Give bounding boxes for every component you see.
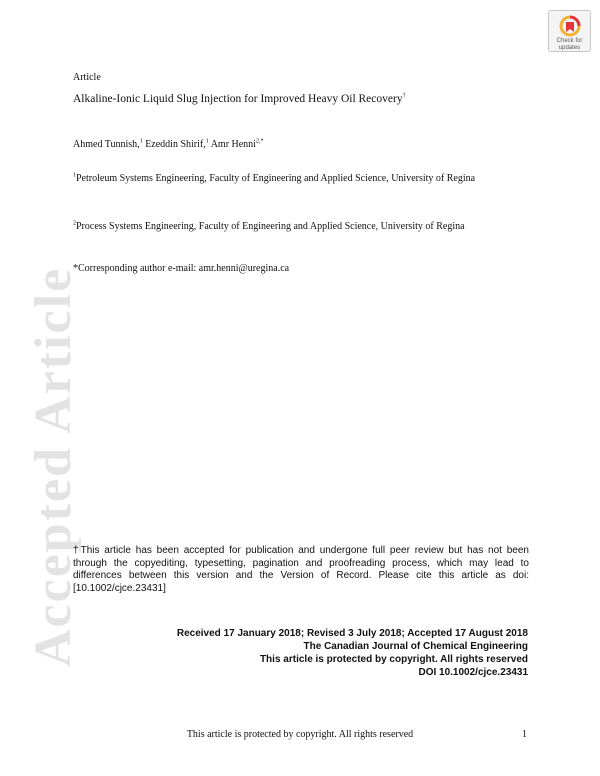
- check-for-updates-icon: [559, 15, 581, 37]
- badge-label-line2: updates: [558, 45, 581, 51]
- affiliation-2: [73, 220, 523, 233]
- accepted-article-watermark: Accepted Article: [25, 266, 82, 667]
- article-type-label: Article: [73, 72, 101, 83]
- received-dates: Received 17 January 2018; Revised 3 July 2018; Accepted 17 August 2018: [176, 628, 528, 639]
- affiliation-1: [73, 168, 523, 190]
- affiliation-text: Petroleum Systems Engineering, Faculty of Engineering and Applied Science, University of Regina: [76, 173, 476, 184]
- author-affiliation-mark: 2,*: [255, 138, 264, 145]
- author-affiliation-mark: 1: [205, 138, 209, 145]
- affiliation-text: Process Systems Engineering, Faculty of Engineering and Applied Science, University of Regina: [76, 221, 465, 232]
- page-footer: This article is protected by copyright. All rights reserved: [186, 729, 414, 740]
- affiliation-mark: 2: [73, 220, 76, 227]
- affiliation-mark: 1: [73, 172, 76, 179]
- publication-info: [177, 627, 528, 679]
- doi-line: DOI 10.1002/cjce.23431: [418, 667, 528, 678]
- article-title: [73, 93, 406, 106]
- author-name: Ezeddin Shirif,: [145, 139, 206, 150]
- author-affiliation-mark: 1: [139, 138, 143, 145]
- author-name: Ahmed Tunnish,: [73, 139, 140, 150]
- check-for-updates-badge[interactable]: [548, 10, 591, 52]
- article-title-text: Alkaline-Ionic Liquid Slug Injection for Improved Heavy Oil Recovery: [73, 93, 403, 105]
- author-name: Amr Henni: [210, 139, 256, 150]
- copyright-line: This article is protected by copyright. All rights reserved: [259, 654, 528, 665]
- author-list: [73, 138, 263, 151]
- article-title-dagger: †: [402, 93, 406, 100]
- journal-name: The Canadian Journal of Chemical Engineering: [303, 641, 528, 652]
- badge-label-line1: Check for: [556, 38, 583, 44]
- page-number: 1: [522, 729, 527, 740]
- corresponding-author: *Corresponding author e-mail: amr.henni@uregina.ca: [73, 263, 290, 274]
- acceptance-notice: †This article has been accepted for publication and undergone full peer review but has not been through the copyediting, typesetting, pagination and proofreading process, which may lead to differences between this version and the Version of Record. Please cite this article as doi: [10.1002/cjce.23431]: [73, 545, 529, 594]
